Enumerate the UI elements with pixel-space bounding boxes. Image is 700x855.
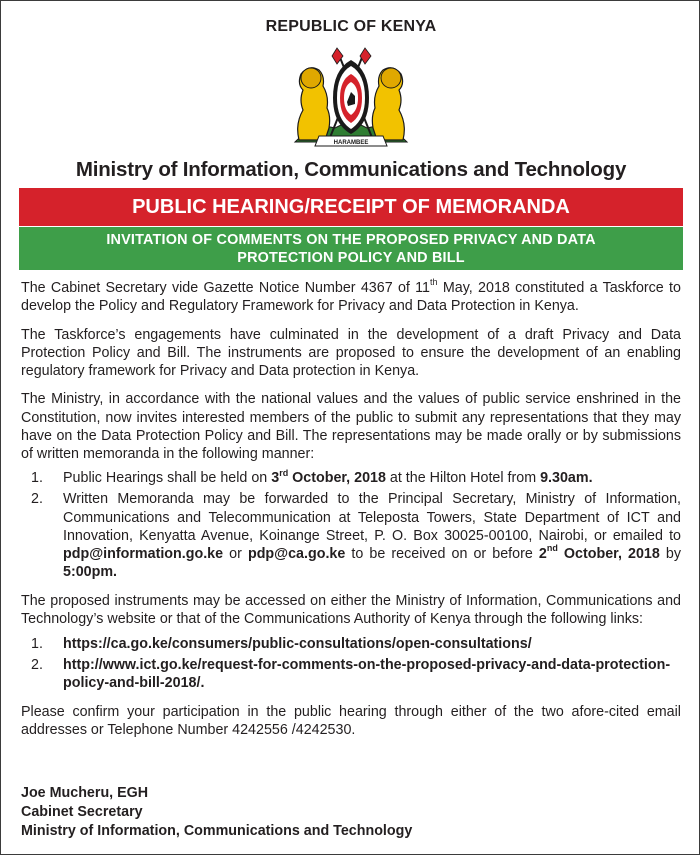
list-item: 2. Written Memoranda may be forwarded to the Principal Secretary, Ministry of Information, Communications and Telecommunication at Teleposta Towers, State Department of ICT and Innovation, Kenyatta Avenue, Koinange Street, P. O. Box 30025-00100, Nairobi, or emailed to pdp@information.go.ke or pdp@ca.go.ke to be received on or before 2nd October, 2018 by 5:00pm. [31,491,681,580]
ministry-heading: Ministry of Information, Communications and Technology [75,158,627,181]
paragraph-taskforce: The Cabinet Secretary vide Gazette Notice Number 4367 of 11th May, 2018 constituted a Taskforce to develop the Policy and Regulatory Framework for Privacy and Data Protection in Kenya. [21,277,681,315]
signatory-ministry: Ministry of Information, Communications and Technology [21,823,413,839]
invitation-banner-line1: INVITATION OF COMMENTS ON THE PROPOSED PRIVACY AND DATA [106,232,596,248]
republic-heading: REPUBLIC OF KENYA [265,18,437,35]
consultation-link-ict[interactable]: http://www.ict.go.ke/request-for-comments-on-the-proposed-privacy-and-data-protection-policy-and-bill-2018/. [63,656,671,691]
invitation-banner-line2: PROTECTION POLICY AND BILL [237,250,465,266]
signature-block [21,784,412,841]
signatory-name: Joe Mucheru, EGH [21,785,149,801]
paragraph-instruments: The proposed instruments may be accessed on either the Ministry of Information, Communications and Technology’s website or that of the Communications Authority of Kenya through the following links: [21,592,681,627]
notice-body [21,279,681,750]
consultation-link-ca[interactable]: https://ca.go.ke/consumers/public-consultations/open-consultations/ [63,635,532,652]
paragraph-invitation: The Ministry, in accordance with the national values and the values of public service enshrined in the Constitution, now invites interested members of the public to submit any representations that they may have on the Data Protection Policy and Bill. The representations may be made orally or by submissions of written memoranda in the following manner: [21,391,681,462]
public-hearing-banner: PUBLIC HEARING/RECEIPT OF MEMORANDA [19,188,683,226]
list-item: 2. http://www.ict.go.ke/request-for-comments-on-the-proposed-privacy-and-data-protection-policy-and-bill-2018/. [31,656,671,691]
paragraph-confirm: Please confirm your participation in the public hearing through either of the two afore-cited email addresses or Telephone Number 4242556 /4242530. [21,703,681,738]
links-list [21,635,681,692]
list-item: 1. https://ca.go.ke/consumers/public-consultations/open-consultations/ [31,635,532,652]
list-item: 1. Public Hearings shall be held on 3rd October, 2018 at the Hilton Hotel from 9.30am. [31,467,593,487]
signatory-title: Cabinet Secretary [21,804,143,820]
submission-methods-list [21,469,681,581]
motto-text: HARAMBEE [333,140,369,146]
email-link-ca[interactable]: pdp@ca.go.ke [247,545,346,562]
paragraph-engagements: The Taskforce’s engagements have culminated in the development of a draft Privacy and Data Protection Policy and Bill. The instruments are proposed to ensure the development of an enabling regulatory framework for Privacy and Data protection in Kenya. [21,326,681,379]
email-link-information[interactable]: pdp@information.go.ke [63,545,224,562]
coat-of-arms-icon [285,44,417,152]
invitation-banner [19,227,683,270]
